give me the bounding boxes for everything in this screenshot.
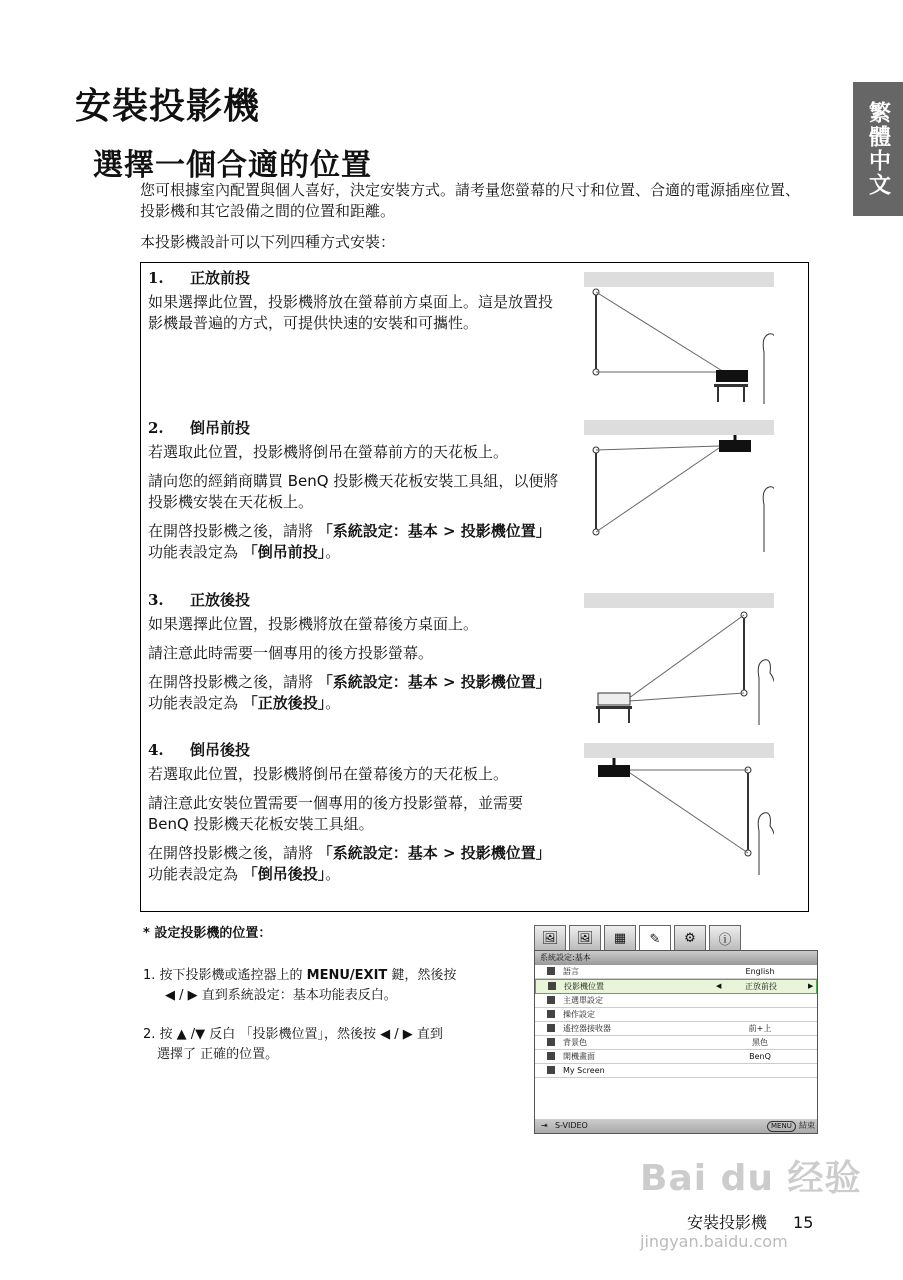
option-text: 如果選擇此位置，投影機將放在螢幕後方桌面上。 bbox=[148, 615, 479, 633]
menu-footer bbox=[535, 1119, 817, 1133]
menu-settings-icon bbox=[547, 996, 555, 1004]
camera-icon bbox=[547, 1066, 555, 1074]
menu-panel bbox=[534, 950, 818, 1134]
menu-row-projector-position[interactable]: 投影機位置 ◀ 正放前投 ▶ bbox=[535, 979, 817, 994]
language-icon bbox=[547, 967, 555, 975]
option-front-ceiling bbox=[148, 418, 563, 571]
option-text: 若選取此位置，投影機將倒吊在螢幕前方的天花板上。 bbox=[148, 443, 509, 461]
page-footer bbox=[687, 1210, 813, 1233]
front-table-illustration bbox=[584, 272, 774, 404]
menu-row-remote-receiver[interactable]: 遙控器接收器 前+上 bbox=[535, 1022, 817, 1036]
option-number: 1. bbox=[148, 269, 164, 287]
front-ceiling-illustration bbox=[584, 420, 774, 552]
footnote-title: * 設定投影機的位置： bbox=[143, 926, 272, 941]
background-color-icon bbox=[547, 1038, 555, 1046]
watermark-url: jingyan.baidu.com bbox=[640, 1232, 788, 1251]
section-title: 選擇一個合適的位置 bbox=[93, 148, 372, 183]
display-tab-icon[interactable]: ▦ bbox=[604, 925, 636, 950]
menu-tabs bbox=[534, 925, 744, 951]
rear-table-illustration bbox=[584, 593, 774, 725]
menu-row-language[interactable]: 語言 English bbox=[535, 965, 817, 979]
option-number: 4. bbox=[148, 741, 164, 759]
remote-receiver-icon bbox=[547, 1024, 555, 1032]
step-1: 1. 按下投影機或遙控器上的 MENU/EXIT 鍵，然後按 ◀ / ▶ 直到系統設定：基本功能表反白。 bbox=[143, 968, 457, 1003]
splash-screen-icon bbox=[547, 1052, 555, 1060]
source-label: S-VIDEO bbox=[555, 1121, 588, 1130]
menu-row-menu-settings[interactable]: 主選單設定 bbox=[535, 994, 817, 1008]
menu-button[interactable]: MENU bbox=[767, 1121, 796, 1132]
step-2: 2. 按 ▲ /▼ 反白 「投影機位置」，然後按 ◀ / ▶ 直到 選擇了 正確的位置。 bbox=[143, 1027, 443, 1062]
projector-position-icon bbox=[548, 982, 556, 990]
option-number: 2. bbox=[148, 419, 164, 437]
intro-paragraph: 本投影機設計可以下列四種方式安裝： bbox=[140, 233, 396, 251]
intro-paragraph: 您可根據室內配置與個人喜好，決定安裝方式。請考量您螢幕的尺寸和位置、合適的電源插座位置、投影機和其它設備之間的位置和距離。 bbox=[140, 181, 801, 220]
option-front-table bbox=[148, 268, 563, 342]
right-arrow-icon: ▶ bbox=[808, 982, 814, 990]
rear-ceiling-illustration bbox=[584, 743, 774, 875]
option-instruction: 在開啓投影機之後，請將 「系統設定：基本 > 投影機位置」功能表設定為 「倒吊後投」。 bbox=[148, 844, 551, 883]
option-instruction: 在開啓投影機之後，請將 「系統設定：基本 > 投影機位置」功能表設定為 「正放後投」。 bbox=[148, 673, 551, 712]
option-text: 請向您的經銷商購買 BenQ 投影機天花板安裝工具組，以便將投影機安裝在天花板上。 bbox=[148, 472, 559, 511]
left-arrow-icon: ◀ bbox=[716, 982, 722, 990]
footer-section-label: 安裝投影機 bbox=[687, 1213, 768, 1232]
option-rear-ceiling bbox=[148, 740, 563, 893]
system-advanced-tab-icon[interactable]: ⚙ bbox=[674, 925, 706, 950]
menu-row-splash-screen[interactable]: 開機畫面 BenQ bbox=[535, 1050, 817, 1064]
option-text: 若選取此位置，投影機將倒吊在螢幕後方的天花板上。 bbox=[148, 765, 509, 783]
system-basic-tab-icon[interactable]: ✎ bbox=[639, 925, 671, 952]
option-number: 3. bbox=[148, 591, 164, 609]
option-title: 正放後投 bbox=[190, 591, 251, 609]
option-text: 請注意此時需要一個專用的後方投影螢幕。 bbox=[148, 644, 434, 662]
language-tab: 繁體中文 bbox=[853, 82, 903, 216]
menu-row-my-screen[interactable]: My Screen bbox=[535, 1064, 817, 1078]
menu-title: 系統設定:基本 bbox=[535, 951, 817, 965]
page-title: 安裝投影機 bbox=[75, 86, 261, 127]
option-title: 倒吊後投 bbox=[190, 741, 251, 759]
watermark: Bai du 经验 bbox=[640, 1158, 862, 1199]
advanced-picture-tab-icon[interactable]: 🖼 bbox=[569, 925, 601, 950]
option-title: 正放前投 bbox=[190, 269, 251, 287]
option-rear-table bbox=[148, 590, 563, 722]
page-number: 15 bbox=[793, 1213, 814, 1232]
option-text: 如果選擇此位置，投影機將放在螢幕前方桌面上。這是放置投影機最普遍的方式，可提供快速的安裝和可攜性。 bbox=[148, 293, 554, 332]
menu-row-background-color[interactable]: 背景色 黑色 bbox=[535, 1036, 817, 1050]
picture-tab-icon[interactable]: 🖼 bbox=[534, 925, 566, 950]
intro bbox=[140, 180, 810, 263]
information-tab-icon[interactable]: ⓘ bbox=[709, 925, 741, 950]
osd-menu bbox=[534, 925, 818, 1133]
exit-label: 結束 bbox=[799, 1121, 815, 1130]
option-title: 倒吊前投 bbox=[190, 419, 251, 437]
menu-row-operation-settings[interactable]: 操作設定 bbox=[535, 1008, 817, 1022]
operation-settings-icon bbox=[547, 1010, 555, 1018]
option-text: 請注意此安裝位置需要一個專用的後方投影螢幕，並需要 BenQ 投影機天花板安裝工具組。 bbox=[148, 794, 524, 833]
source-icon: ⇥ bbox=[541, 1121, 548, 1130]
option-instruction: 在開啓投影機之後，請將 「系統設定：基本 > 投影機位置」功能表設定為 「倒吊前投」。 bbox=[148, 522, 551, 561]
